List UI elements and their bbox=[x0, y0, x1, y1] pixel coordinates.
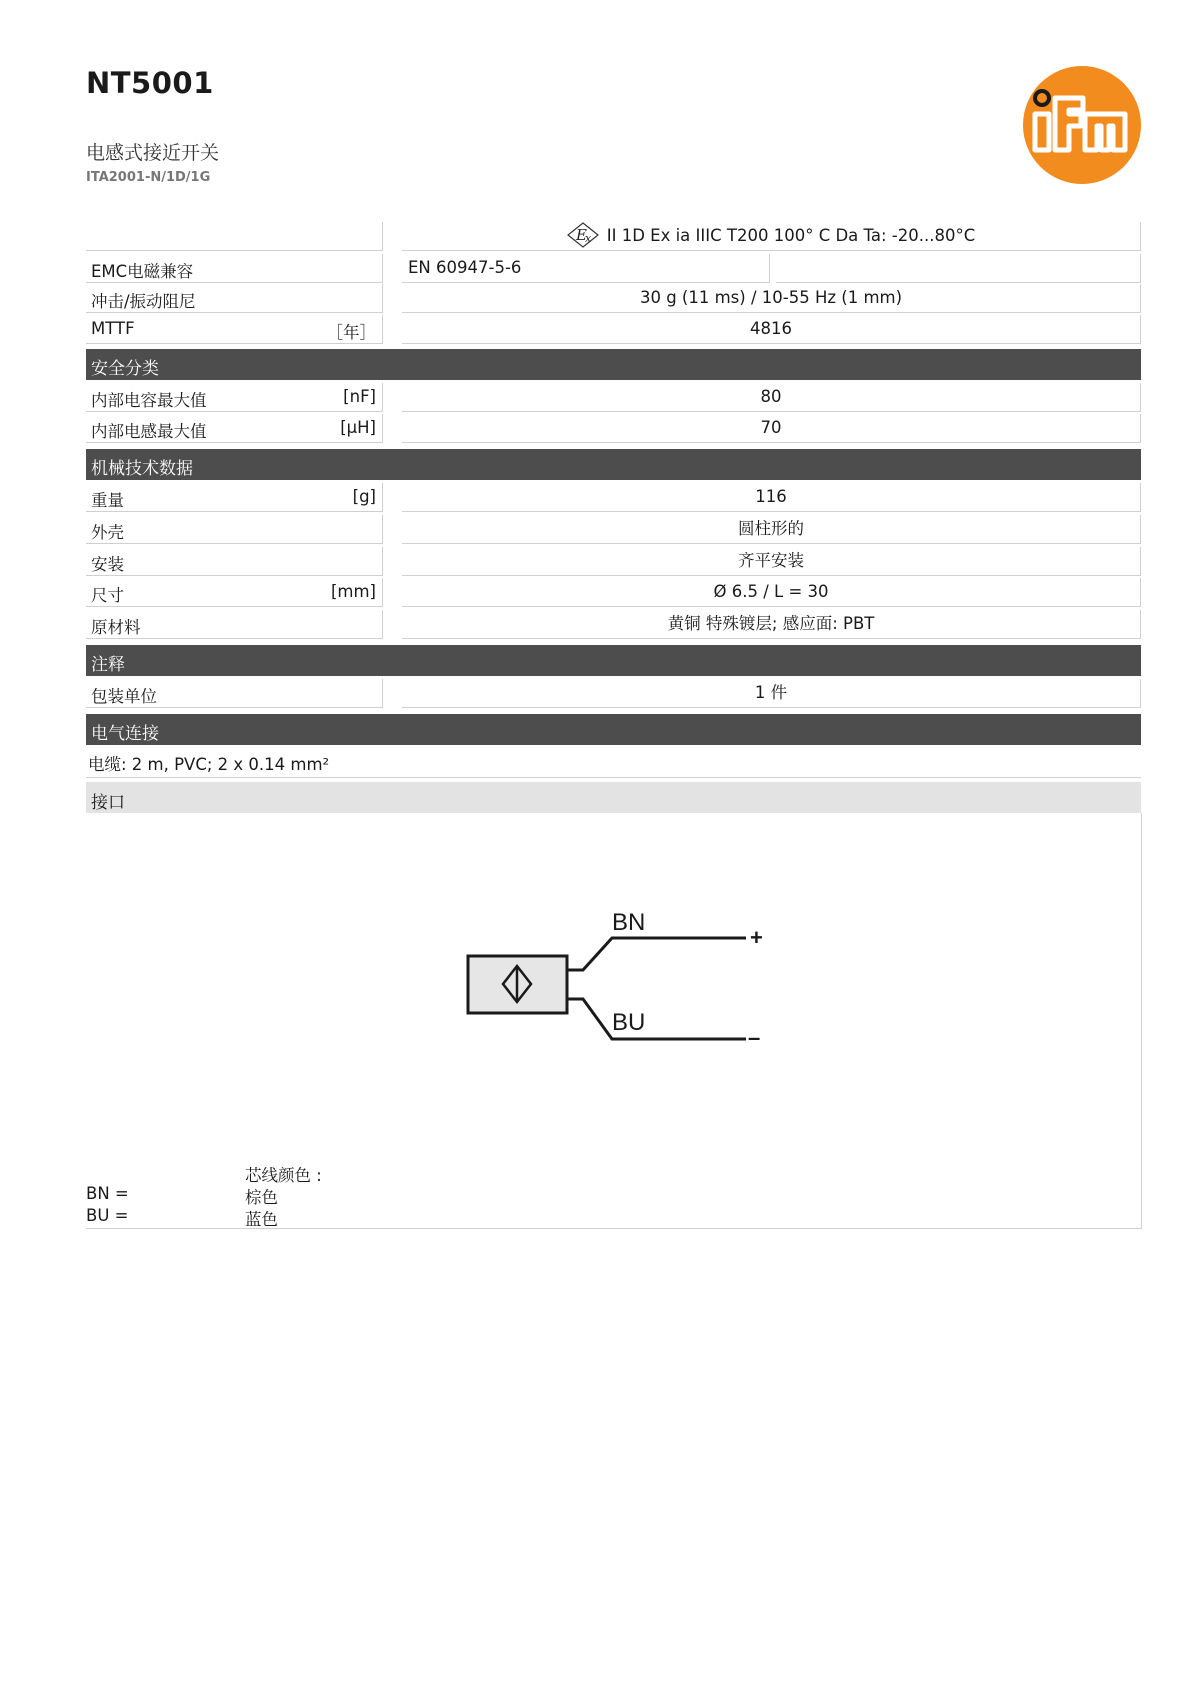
section-title: 机械技术数据 bbox=[91, 459, 193, 479]
spec-row-shock bbox=[86, 284, 1141, 314]
spec-row bbox=[86, 515, 1141, 545]
spec-value: 80 bbox=[402, 383, 1141, 412]
section-header-notes bbox=[86, 645, 1141, 676]
section-title: 电气连接 bbox=[91, 724, 159, 744]
approval-row bbox=[86, 222, 1141, 252]
spec-label: MTTF bbox=[91, 319, 135, 338]
spec-label-cell bbox=[86, 515, 383, 544]
spec-row bbox=[86, 578, 1141, 608]
spec-label-cell bbox=[86, 547, 383, 576]
terminal-minus: – bbox=[748, 1025, 761, 1050]
subsection-header-interface bbox=[86, 782, 1141, 813]
spec-row bbox=[86, 679, 1141, 709]
cable-row bbox=[86, 747, 1141, 778]
spec-row bbox=[86, 547, 1141, 577]
spec-value: 70 bbox=[402, 414, 1141, 443]
svg-text:x: x bbox=[584, 232, 591, 245]
spec-row-emc bbox=[86, 254, 1141, 284]
spec-label-cell bbox=[86, 414, 383, 443]
spec-value: 116 bbox=[402, 483, 1141, 512]
spec-value: 1 件 bbox=[402, 679, 1141, 708]
spec-label-cell bbox=[86, 679, 383, 708]
spec-row bbox=[86, 414, 1141, 444]
spec-label-cell bbox=[86, 610, 383, 639]
wire-label-bn: BN bbox=[612, 909, 646, 936]
spec-label: 尺寸 bbox=[91, 586, 124, 605]
wire-label-bu: BU bbox=[612, 1009, 646, 1036]
ifm-logo bbox=[1021, 64, 1143, 186]
terminal-plus: + bbox=[750, 925, 763, 950]
spec-unit: [µH] bbox=[340, 418, 376, 437]
wire-color-heading: 芯线颜色 : bbox=[245, 1166, 322, 1185]
spec-label: 安装 bbox=[91, 555, 124, 574]
spec-label: 冲击/振动阻尼 bbox=[91, 292, 196, 311]
spec-label-cell bbox=[86, 483, 383, 512]
section-header-mechanical bbox=[86, 449, 1141, 480]
spec-label-cell bbox=[86, 383, 383, 412]
cable-text: 电缆: 2 m, PVC; 2 x 0.14 mm² bbox=[88, 755, 330, 774]
legend-color-bu: 蓝色 bbox=[245, 1210, 278, 1229]
spec-label-cell bbox=[86, 284, 383, 313]
legend-color-bn: 棕色 bbox=[245, 1188, 278, 1207]
spec-unit: ［年］ bbox=[326, 323, 376, 342]
spec-unit: [g] bbox=[352, 487, 376, 506]
spec-value: EN 60947-5-6 bbox=[408, 258, 522, 277]
spec-label: 重量 bbox=[91, 491, 124, 510]
spec-value-cell bbox=[402, 254, 770, 283]
svg-text:E: E bbox=[575, 226, 587, 244]
spec-unit: [nF] bbox=[343, 387, 376, 406]
spec-label-cell bbox=[86, 578, 383, 607]
spec-label: 原材料 bbox=[91, 618, 141, 637]
wire-bn bbox=[567, 938, 746, 970]
approval-text: II 1D Ex ia IIIC T200 100° C Da Ta: -20...80°C bbox=[606, 226, 976, 245]
spec-unit: [mm] bbox=[330, 582, 376, 601]
wire-bu bbox=[567, 999, 746, 1039]
spec-label-cell bbox=[86, 254, 383, 283]
spec-row bbox=[86, 483, 1141, 513]
subsection-title: 接口 bbox=[91, 793, 125, 813]
spec-label: 外壳 bbox=[91, 523, 124, 542]
section-title: 注释 bbox=[91, 655, 125, 675]
spec-value: Ø 6.5 / L = 30 bbox=[402, 578, 1141, 607]
spec-label: 内部电感最大值 bbox=[91, 422, 207, 441]
spec-row bbox=[86, 610, 1141, 640]
section-title: 安全分类 bbox=[91, 359, 159, 379]
spec-value: 圆柱形的 bbox=[402, 515, 1141, 544]
approval-value-cell bbox=[402, 222, 1141, 251]
legend-code-bu: BU = bbox=[86, 1206, 129, 1225]
section-header-safety bbox=[86, 349, 1141, 380]
spec-label: 内部电容最大值 bbox=[91, 391, 207, 410]
product-code: ITA2001-N/1D/1G bbox=[86, 170, 211, 185]
product-title: NT5001 bbox=[86, 66, 214, 100]
approval-label-cell bbox=[86, 222, 383, 251]
spec-label-cell bbox=[86, 315, 383, 344]
legend-code-bn: BN = bbox=[86, 1184, 129, 1203]
spec-label: 包装单位 bbox=[91, 687, 157, 706]
spec-value: 黄铜 特殊镀层; 感应面: PBT bbox=[402, 610, 1141, 639]
section-header-electrical bbox=[86, 714, 1141, 745]
ex-atex-icon bbox=[567, 222, 599, 248]
spec-row-mttf bbox=[86, 315, 1141, 345]
spec-label: EMC电磁兼容 bbox=[91, 262, 194, 281]
spec-row bbox=[86, 383, 1141, 413]
spec-value: 4816 bbox=[402, 315, 1141, 344]
spec-value: 30 g (11 ms) / 10-55 Hz (1 mm) bbox=[402, 284, 1141, 313]
spec-value: 齐平安装 bbox=[402, 547, 1141, 576]
product-subtitle: 电感式接近开关 bbox=[86, 142, 220, 164]
spec-value-empty-cell bbox=[776, 254, 1141, 283]
